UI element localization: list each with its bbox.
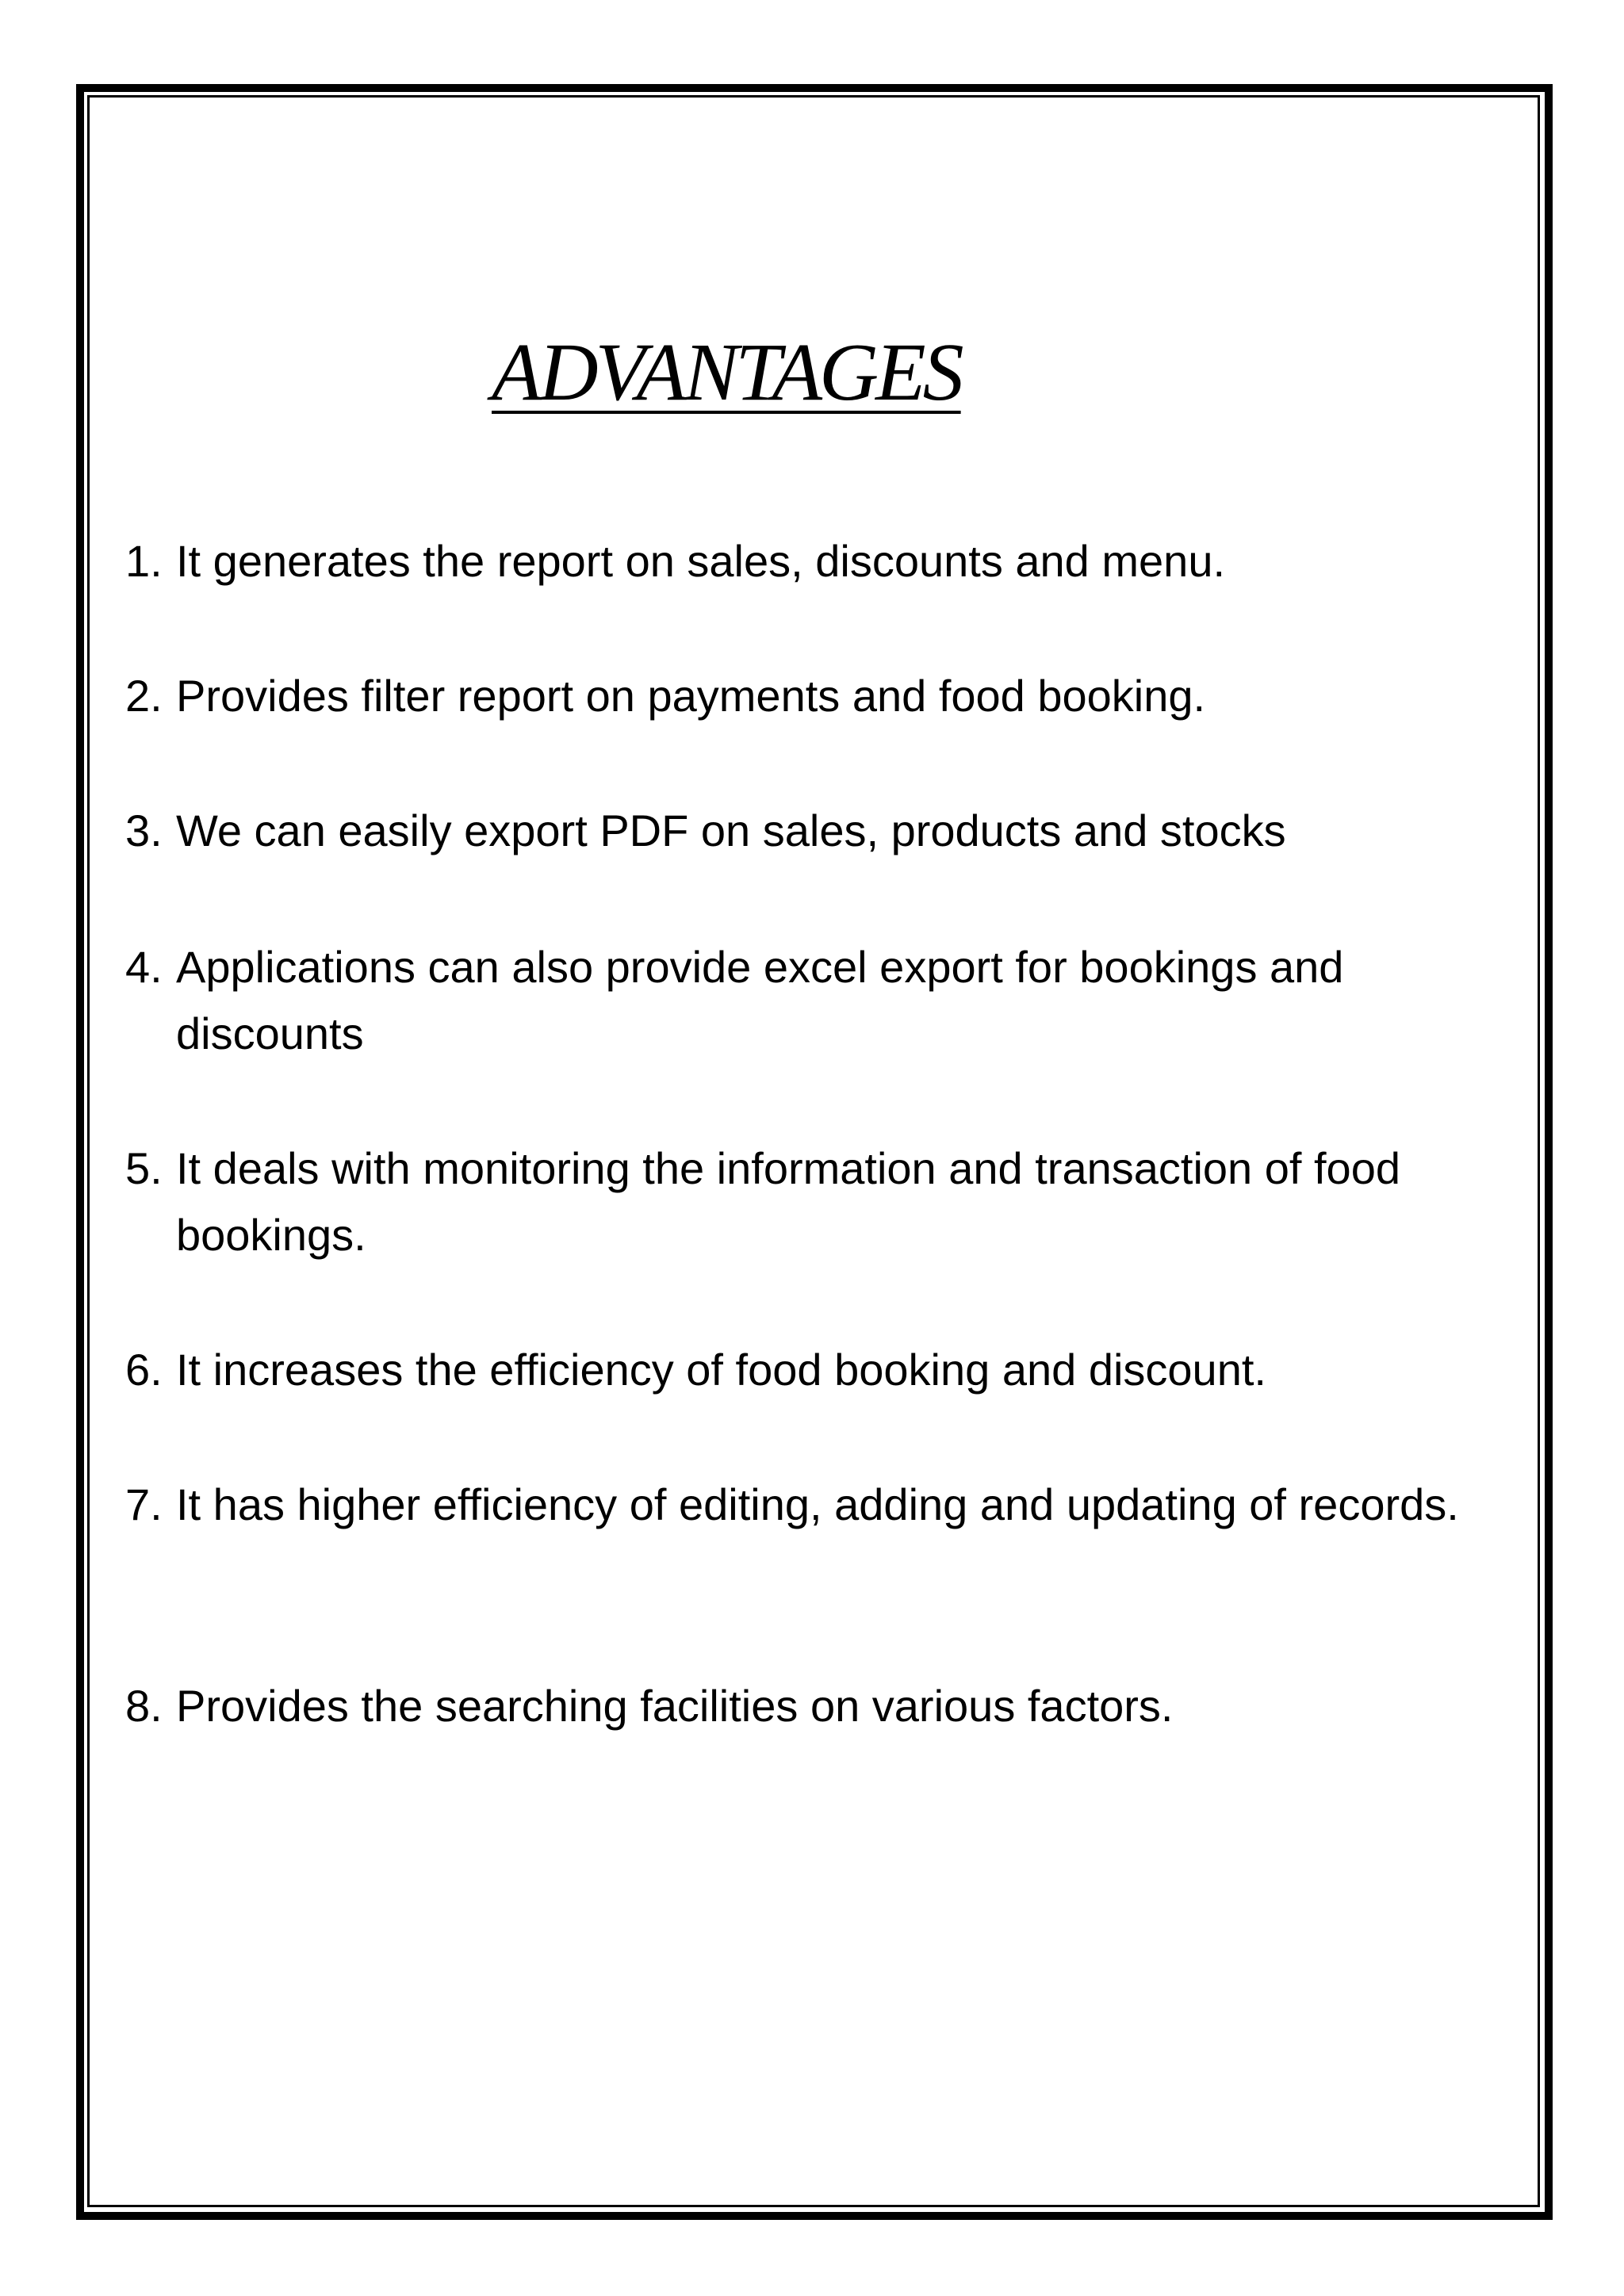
list-item xyxy=(125,798,1521,864)
list-item-text: It deals with monitoring the information and transaction of food bookings. xyxy=(176,1143,1400,1260)
list-item-number: 6. xyxy=(125,1345,163,1395)
list-item-number: 3. xyxy=(125,806,163,855)
list-item-text: Provides the searching facilities on various factors. xyxy=(176,1681,1174,1731)
list-item-text: It generates the report on sales, discounts and menu. xyxy=(176,536,1226,586)
list-item xyxy=(125,528,1521,595)
list-item-number: 5. xyxy=(125,1143,163,1193)
list-item xyxy=(125,1135,1521,1269)
list-item xyxy=(125,1673,1521,1739)
page-title: ADVANTAGES xyxy=(492,327,961,418)
list-item-text: Provides filter report on payments and food booking. xyxy=(176,671,1206,721)
list-item xyxy=(125,1471,1521,1538)
list-item-number: 7. xyxy=(125,1479,163,1529)
list-item xyxy=(125,934,1521,1067)
list-item-number: 2. xyxy=(125,671,163,721)
list-item xyxy=(125,663,1521,729)
list-item-number: 8. xyxy=(125,1681,163,1731)
list-item-text: It increases the efficiency of food booking and discount. xyxy=(176,1345,1266,1395)
list-item xyxy=(125,1337,1521,1403)
list-item-text: We can easily export PDF on sales, products and stocks xyxy=(176,806,1286,855)
list-item-text: Applications can also provide excel export for bookings and discounts xyxy=(176,942,1344,1058)
list-item-text: It has higher efficiency of editing, adding and updating of records. xyxy=(176,1479,1459,1529)
list-item-number: 1. xyxy=(125,536,163,586)
list-item-number: 4. xyxy=(125,942,163,992)
